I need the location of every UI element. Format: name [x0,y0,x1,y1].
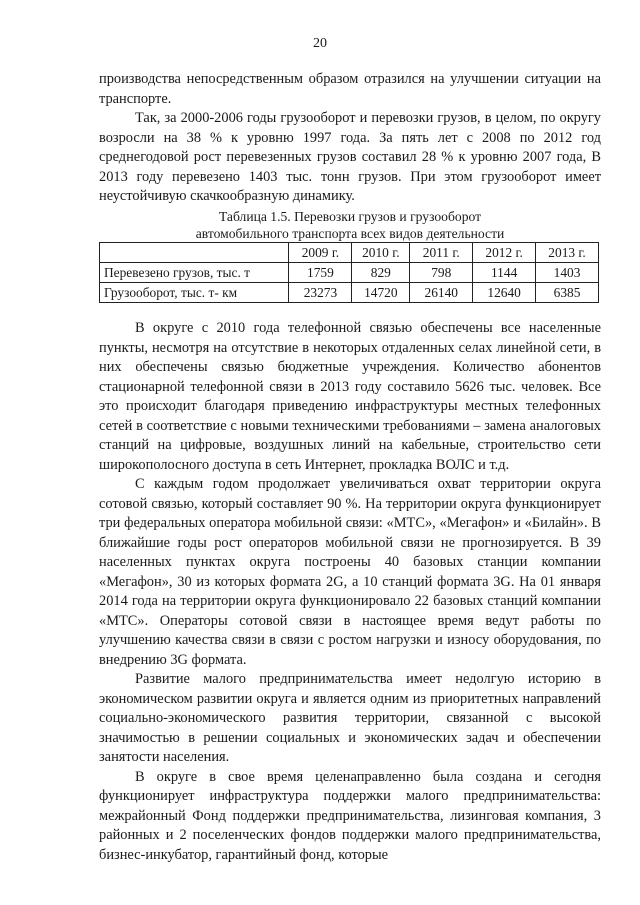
table-cell: 14720 [352,283,410,303]
table-row-label: Перевезено грузов, тыс. т [100,263,289,283]
table-cell: 1403 [536,263,599,283]
paragraph: Развитие малого предпринимательства имеет недолгую историю в экономическом развитии округа и является одним из приоритетных направлений социально-экономического развития территории, связанной с высокой значимостью в решении социальных и экономических задач и обеспечении занятости населения. [99,671,601,765]
table-cell: 12640 [473,283,536,303]
table-cell: 6385 [536,283,599,303]
table-header-cell [100,243,289,263]
table-cell: 1144 [473,263,536,283]
table-caption-line: автомобильного транспорта всех видов деятельности [195,226,505,241]
table-row-label: Грузооборот, тыс. т- км [100,283,289,303]
table-header-cell: 2013 г. [536,243,599,263]
paragraph: В округе с 2010 года телефонной связью обеспечены все населенные пункты, несмотря на отсутствие в некоторых отдаленных селах линейной сети, в них обеспечены связью бюджетные учреждения. Количество абонентов стационарной телефонной связи в 2013 году составило 5626 тыс. человек. Все это происходит благодаря приведению инфраструктуры местных телефонных сетей в соответствие с новыми техническими требованиями – замена аналоговых станций на цифровые, воздушных линий на кабельные, строительство сети широкополосного доступа в сеть Интернет, прокладка ВОЛС и т.д. [99,320,601,473]
table-caption [99,208,601,242]
table-cell: 26140 [410,283,473,303]
data-table [99,242,599,303]
table-cell: 23273 [289,283,352,303]
paragraph: С каждым годом продолжает увеличиваться охват территории округа сотовой связью, который составляет 90 %. На территории округа функционирует три федеральных оператора мобильной связи: «МТС», «Мегафон» и «Билайн». В ближайшие годы рост операторов мобильной связи не прогнозируется. В 39 населенных пунктах округа построены 40 базовых станции компании «Мегафон», 30 из которых формата 2G, а 10 станций формата 3G. На 01 января 2014 года на территории округа функционировало 22 базовых станций компании «МТС». Операторы сотовой связи в настоящее время ведут работы по улучшению качества связи в связи с ростом нагрузки и износу оборудования, по внедрению 3G формата. [99,476,601,668]
table-header-cell: 2009 г. [289,243,352,263]
table-header-cell: 2011 г. [410,243,473,263]
table-header-cell: 2012 г. [473,243,536,263]
paragraph: Так, за 2000-2006 годы грузооборот и перевозки грузов, в целом, по округу возросли на 38 % к уровню 1997 года. За пять лет с 2008 по 2012 год среднегодовой рост перевезенных грузов составил 28 % к уровню 2007 года, В 2013 году перевезено 1403 тыс. тонн грузов. При этом грузооборот имеет неустойчивую скачкообразную динамику. [99,110,601,204]
table-cell: 829 [352,263,410,283]
page-number: 20 [313,36,327,51]
table-header-cell: 2010 г. [352,243,410,263]
paragraph: производства непосредственным образом отразился на улучшении ситуации на транспорте. [99,71,601,107]
table-cell: 798 [410,263,473,283]
table-header-row [100,243,599,263]
table-cell: 1759 [289,263,352,283]
text-block-top [99,70,601,207]
table-row [100,283,599,303]
paragraph: В округе в свое время целенаправленно была создана и сегодня функционирует инфраструктура поддержки малого предпринимательства: межрайонный Фонд поддержки предпринимательства, лизинговая компания, 3 районных и 2 поселенческих фондов поддержки малого предпринимательства, бизнес-инкубатор, гарантийный фонд, которые [99,768,601,863]
text-block-bottom [99,319,601,865]
table-caption-line: Таблица 1.5. Перевозки грузов и грузооборот [218,209,482,224]
table-row [100,263,599,283]
